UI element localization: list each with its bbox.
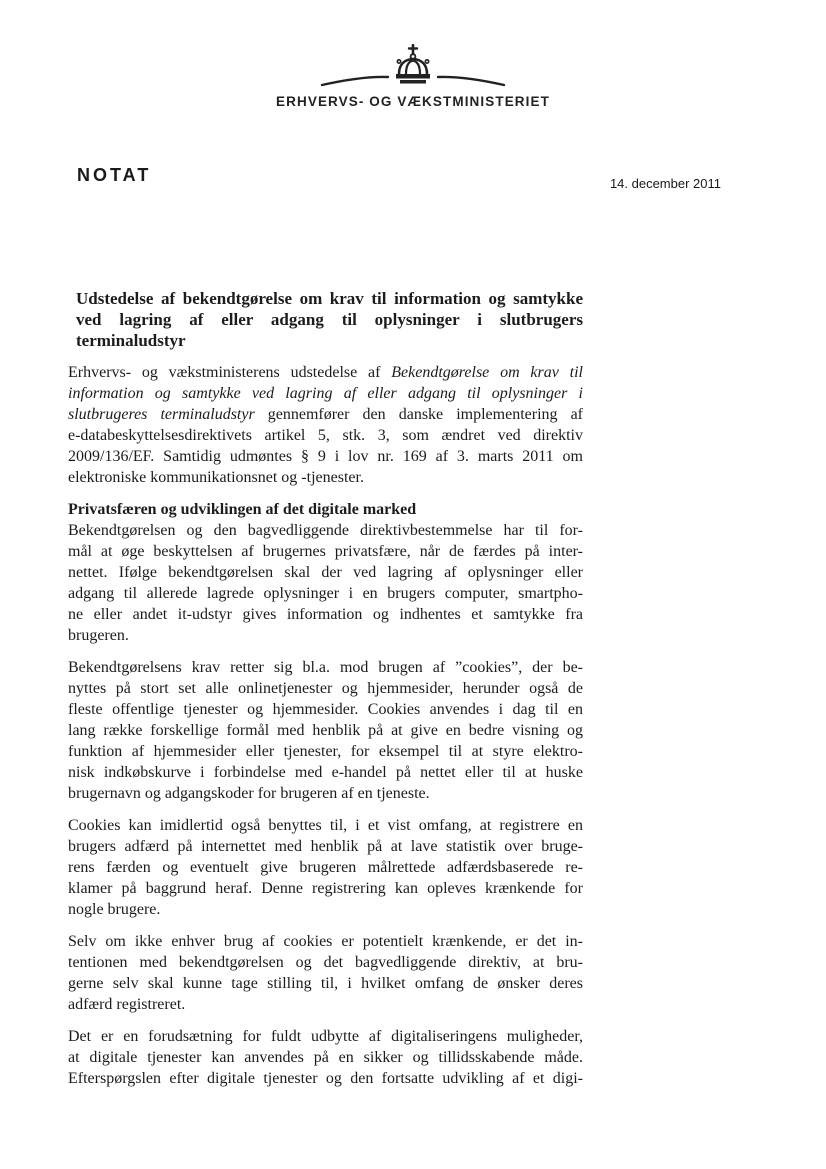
section-heading: Privatsfæren og udviklingen af det digitale marked: [68, 501, 417, 518]
text-line: at digitale tjenester kan anvendes på en sikker og tillidsskabende måde.: [68, 1049, 583, 1066]
paragraph: [68, 657, 583, 804]
text-line: brugers adfærd på internettet med henblik på at lave statistik over bruge-: [68, 838, 583, 855]
ministry-logo: [0, 44, 826, 109]
text-line: klamer på baggrund heraf. Denne registrering kan opleves krænkende for: [68, 880, 583, 897]
text-line: fleste offentlige tjenester og hjemmesider. Cookies anvendes i dag til en: [68, 701, 583, 718]
text-line: Bekendtgørelsen og den bagvedliggende direktivbestemmelse har til for-: [68, 522, 583, 539]
text-line: 2009/136/EF. Samtidig udmøntes § 9 i lov nr. 169 af 3. marts 2011 om: [68, 448, 583, 465]
text-line: nyttes på stort set alle onlinetjenester og hjemmesider, herunder også de: [68, 680, 583, 697]
ministry-name: ERHVERVS- OG VÆKSTMINISTERIET: [276, 94, 550, 109]
text-line: ne eller andet it-udstyr gives information og indhentes et samtykke fra: [68, 606, 583, 623]
text-line: Bekendtgørelsens krav retter sig bl.a. mod brugen af ”cookies”, der be-: [68, 659, 583, 676]
text-line: rens færden og eventuelt give brugeren målrettede adfærdsbaserede re-: [68, 859, 583, 876]
text-line: mål at øge beskyttelsen af brugernes privatsfære, når de færdes på inter-: [68, 543, 583, 560]
text-line: Det er en forudsætning for fuldt udbytte af digitaliseringens muligheder,: [68, 1028, 583, 1045]
text-line: information og samtykke ved lagring af eller adgang til oplysninger i: [68, 385, 583, 402]
text-line: Efterspørgslen efter digitale tjenester og den fortsatte udvikling af et digi-: [68, 1070, 583, 1087]
text-line: elektroniske kommunikationsnet og -tjenester.: [68, 469, 364, 486]
text-line: e-databeskyttelsesdirektivets artikel 5, stk. 3, som ændret ved direktiv: [68, 427, 583, 444]
text-line: adfærd registreret.: [68, 996, 186, 1013]
doc-type-label: NOTAT: [77, 165, 152, 185]
text-line: Cookies kan imidlertid også benyttes til, i et vist omfang, at registrere en: [68, 817, 583, 834]
paragraph: [68, 1026, 583, 1089]
text-line: nettet. Ifølge bekendtgørelsen skal der ved lagring af oplysninger eller: [68, 564, 583, 581]
memo-header-row: [77, 165, 721, 191]
text-line: lang række forskellige formål med henblik på at give en bedre visning og: [68, 722, 583, 739]
text-line: tentionen med bekendtgørelsen og det bagvedliggende direktiv, at bru-: [68, 954, 583, 971]
text-line: adgang til allerede lagrede oplysninger i en brugers computer, smartpho-: [68, 585, 583, 602]
memo-date: 14. december 2011: [609, 176, 721, 191]
text-line: nogle brugere.: [68, 901, 161, 918]
text-line: brugeren.: [68, 627, 129, 644]
paragraph: [68, 520, 583, 646]
text-line: nisk indkøbskurve i forbindelse med e-handel på nettet eller til at huske: [68, 764, 583, 781]
document-title: [68, 288, 583, 351]
text-line: Udstedelse af bekendtgørelse om krav til information og samtykke: [76, 289, 583, 308]
text-line: brugernavn og adgangskoder for brugeren af en tjeneste.: [68, 785, 430, 802]
crown-icon: [320, 44, 506, 90]
paragraph: [68, 362, 583, 488]
text-line: gerne selv skal kunne tage stilling til, i hvilket omfang de ønsker deres: [68, 975, 583, 992]
text-line: Erhvervs- og vækstministerens udstedelse af Bekendtgørelse om krav til: [68, 364, 583, 381]
text-line: ved lagring af eller adgang til oplysninger i slutbrugers: [76, 310, 583, 329]
text-line: slutbrugeres terminaludstyr gennemfører den danske implementering af: [68, 406, 583, 423]
text-line: Selv om ikke enhver brug af cookies er potentielt krænkende, er det in-: [68, 933, 583, 950]
text-line: funktion af hjemmesider eller tjenester, for eksempel til at styre elektro-: [68, 743, 583, 760]
paragraph: [68, 931, 583, 1015]
document-content: [68, 288, 583, 1100]
text-line: terminaludstyr: [76, 331, 186, 350]
document-body: [68, 362, 583, 1089]
paragraph: [68, 815, 583, 920]
